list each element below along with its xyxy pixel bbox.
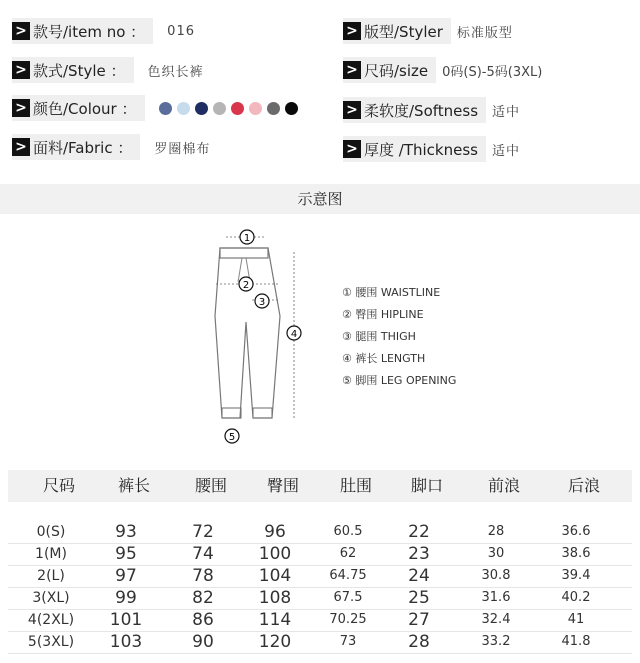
table-cell: 120 (258, 632, 292, 652)
legend-item: ① 腰围 WAISTLINE (342, 286, 441, 299)
color-swatch (195, 102, 208, 115)
table-cell: 82 (192, 588, 214, 608)
table-cell: 64.75 (329, 568, 367, 583)
svg-text:2: 2 (242, 280, 250, 291)
column-header: 肚围 (339, 476, 372, 495)
column-header: 尺码 (42, 476, 75, 495)
arrow-icon: > (343, 140, 361, 158)
table-cell: 101 (109, 610, 143, 630)
left-cuff-icon (222, 408, 241, 418)
spec-value: 适中 (492, 104, 521, 120)
spec-label: 厚度 /Thickness (364, 140, 478, 159)
legend-item: ⑤ 脚围 LEG OPENING (342, 374, 457, 387)
table-row (8, 521, 632, 544)
table-cell: 38.6 (561, 546, 591, 561)
arrow-icon: > (12, 61, 30, 79)
table-cell: 5(3XL) (27, 634, 75, 650)
color-swatch (159, 102, 172, 115)
spec-item-no (12, 18, 195, 44)
table-cell: 30 (487, 546, 505, 561)
spec-style (12, 57, 204, 83)
table-cell: 86 (192, 610, 214, 630)
table-cell: 2(L) (37, 568, 65, 584)
table-cell: 114 (258, 610, 292, 630)
spec-label: 柔软度/Softness (364, 101, 479, 120)
table-cell: 100 (258, 544, 292, 564)
table-cell: 28 (408, 632, 430, 652)
spec-value: 罗圈棉布 (154, 141, 211, 157)
column-header: 脚口 (410, 476, 443, 495)
marker-5 (225, 429, 239, 443)
spec-label: 款号/item no ： (33, 22, 146, 41)
table-cell: 93 (115, 522, 137, 542)
marker-4 (287, 326, 301, 340)
table-cell: 67.5 (333, 590, 363, 605)
pants-diagram (196, 222, 316, 448)
spec-styler (343, 18, 513, 44)
spec-label: 面料/Fabric ： (33, 138, 133, 157)
table-cell: 62 (339, 546, 357, 561)
waistband-icon (220, 248, 268, 258)
table-cell: 60.5 (333, 524, 363, 539)
spec-thickness (343, 136, 520, 162)
spec-softness (343, 97, 520, 123)
color-swatch (249, 102, 262, 115)
legend-item: ④ 裤长 LENGTH (342, 352, 426, 365)
color-swatch (285, 102, 298, 115)
table-cell: 30.8 (481, 568, 511, 583)
table-cell: 78 (192, 566, 214, 586)
svg-text:4: 4 (290, 329, 298, 340)
spec-value: 016 (167, 23, 195, 39)
table-cell: 4(2XL) (27, 612, 75, 628)
table-cell: 27 (408, 610, 430, 630)
spec-value: 标准版型 (456, 25, 513, 41)
table-cell: 31.6 (481, 590, 511, 605)
table-cell: 72 (192, 522, 214, 542)
table-cell: 36.6 (561, 524, 591, 539)
table-cell: 39.4 (561, 568, 591, 583)
arrow-icon: > (343, 101, 361, 119)
table-cell: 0(S) (36, 524, 66, 540)
table-row (8, 543, 632, 566)
legend-item: ② 臀围 HIPLINE (342, 308, 424, 321)
spec-value: 0码(S)-5码(3XL) (442, 64, 543, 80)
table-cell: 99 (115, 588, 137, 608)
table-cell: 40.2 (561, 590, 591, 605)
table-cell: 70.25 (329, 612, 367, 627)
table-cell: 32.4 (481, 612, 511, 627)
arrow-icon: > (343, 61, 361, 79)
arrow-icon: > (12, 22, 30, 40)
table-row (8, 587, 632, 610)
color-swatch (177, 102, 190, 115)
column-header: 裤长 (117, 476, 150, 495)
table-row (8, 631, 632, 654)
marker-3 (255, 294, 269, 308)
color-swatch (231, 102, 244, 115)
spec-colour (12, 95, 298, 121)
table-cell: 25 (408, 588, 430, 608)
table-cell: 104 (258, 566, 292, 586)
table-row (8, 565, 632, 588)
table-cell: 41 (567, 612, 585, 627)
table-cell: 96 (264, 522, 286, 542)
color-swatch (267, 102, 280, 115)
legend-item: ③ 腿围 THIGH (342, 330, 416, 343)
table-cell: 28 (487, 524, 505, 539)
arrow-icon: > (343, 22, 361, 40)
column-header: 前浪 (487, 476, 520, 495)
table-cell: 97 (115, 566, 137, 586)
right-cuff-icon (253, 408, 272, 418)
svg-text:3: 3 (258, 297, 266, 308)
svg-text:1: 1 (243, 233, 251, 244)
spec-value: 适中 (491, 143, 520, 159)
spec-value: 色织长裤 (147, 64, 204, 80)
diagram-title: 示意图 (0, 184, 640, 214)
table-cell: 3(XL) (32, 590, 70, 606)
color-swatch (213, 102, 226, 115)
arrow-icon: > (12, 99, 30, 117)
marker-2 (239, 277, 253, 291)
spec-label: 颜色/Colour ： (33, 99, 137, 118)
spec-label: 款式/Style ： (33, 61, 126, 80)
table-cell: 108 (258, 588, 292, 608)
color-swatches (159, 102, 298, 115)
size-table-header (8, 470, 632, 502)
spec-label: 版型/Styler (364, 22, 443, 41)
table-cell: 74 (192, 544, 214, 564)
table-cell: 22 (408, 522, 430, 542)
marker-1 (240, 230, 254, 244)
arrow-icon: > (12, 138, 30, 156)
table-cell: 23 (408, 544, 430, 564)
spec-fabric (12, 134, 210, 160)
measurement-legend (342, 282, 456, 392)
table-cell: 73 (339, 634, 357, 649)
spec-label: 尺码/size (364, 61, 429, 80)
table-cell: 103 (109, 632, 143, 652)
spec-size (343, 57, 542, 83)
pants-outline-icon (215, 248, 280, 418)
table-cell: 90 (192, 632, 214, 652)
table-cell: 95 (115, 544, 137, 564)
table-row (8, 609, 632, 632)
table-cell: 1(M) (35, 546, 67, 562)
svg-text:5: 5 (228, 432, 236, 443)
column-header: 腰围 (194, 476, 227, 495)
column-header: 后浪 (567, 476, 600, 495)
column-header: 臀围 (266, 476, 299, 495)
table-cell: 41.8 (561, 634, 591, 649)
table-cell: 24 (408, 566, 430, 586)
table-cell: 33.2 (481, 634, 511, 649)
